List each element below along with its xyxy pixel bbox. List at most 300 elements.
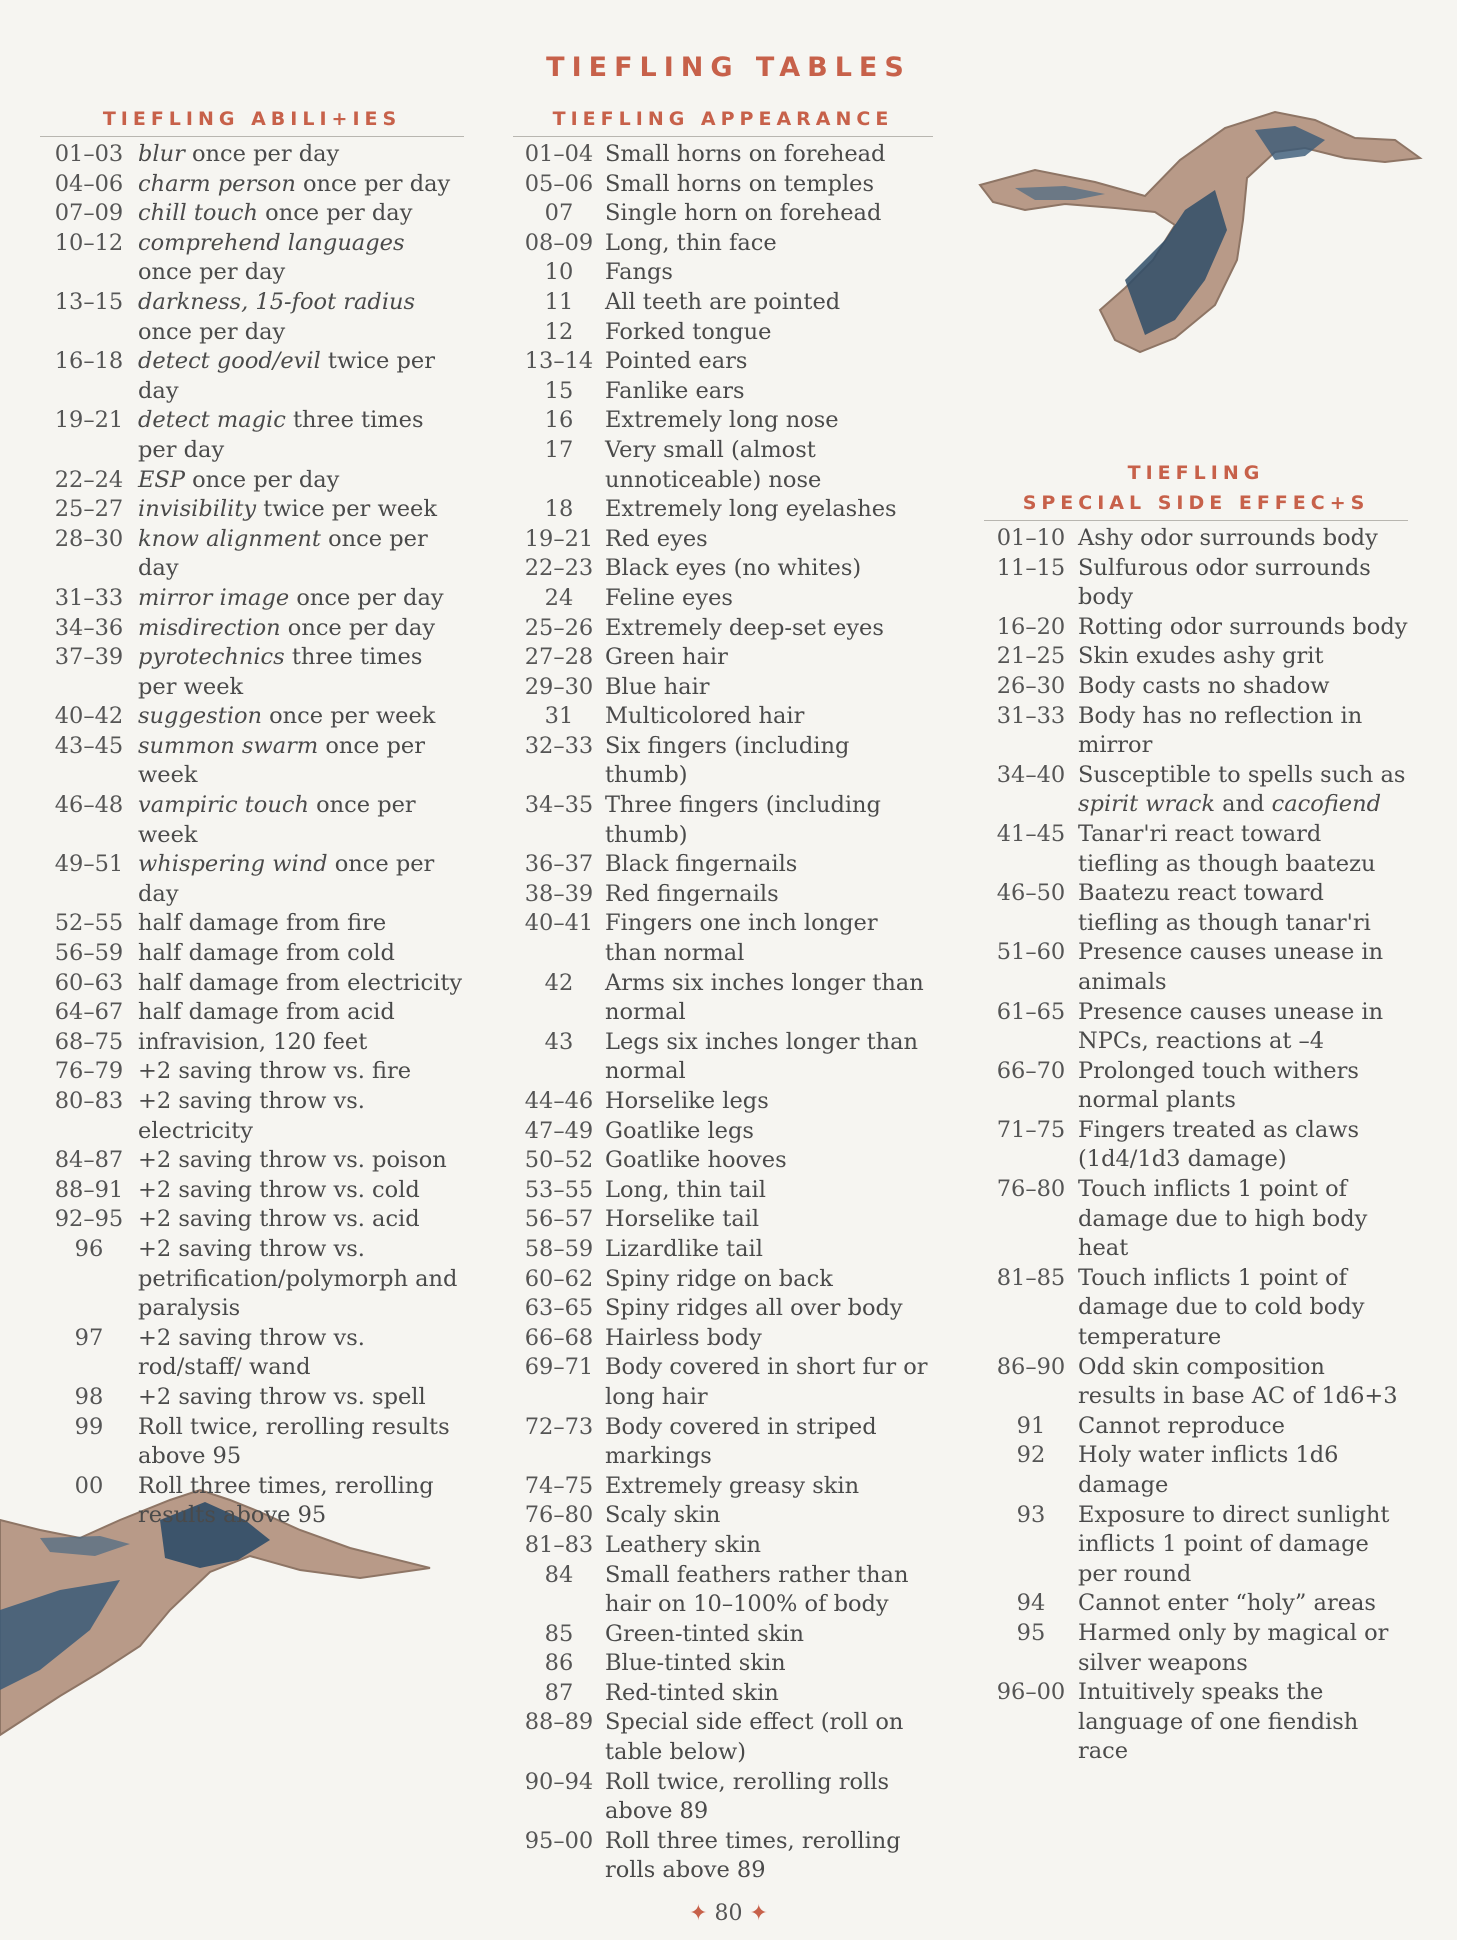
table-row: [984, 1175, 1408, 1264]
row-text: Long, thin tail: [605, 1176, 766, 1203]
row-text: [138, 732, 464, 791]
text-part: once per day: [138, 259, 286, 286]
text-part: once per day: [138, 851, 435, 907]
appearance-heading: TIEFLING APPEARANCE: [513, 104, 933, 137]
roll-range: 69–71: [524, 1354, 594, 1381]
row-text: Red-tinted skin: [605, 1679, 779, 1706]
roll-range: 08–09: [524, 229, 594, 256]
row-text: Multicolored hair: [605, 703, 805, 730]
roll-range: 25–27: [54, 496, 124, 523]
row-text: [1078, 1501, 1408, 1590]
roll-range: 94: [1016, 1590, 1046, 1617]
text-part: half damage from acid: [138, 999, 395, 1026]
row-text: [138, 1205, 464, 1235]
table-row: [40, 1235, 464, 1324]
roll-range: 92: [1016, 1442, 1046, 1469]
table-row: [40, 1472, 464, 1531]
table-row: [513, 1146, 933, 1176]
map-fragment-top-right: [975, 100, 1425, 360]
text-part: Body casts no shadow: [1078, 672, 1330, 699]
roll-range: 19–21: [524, 525, 594, 552]
text-part: +2 saving throw vs. fire: [138, 1058, 412, 1085]
text-part: once per day: [138, 318, 286, 345]
text-part: three times per week: [138, 644, 423, 700]
row-text: [1078, 1057, 1408, 1116]
row-text: [1078, 1264, 1408, 1353]
text-part: +2 saving throw vs. spell: [138, 1383, 426, 1410]
table-row: [513, 1235, 933, 1265]
row-text: [138, 614, 464, 644]
roll-range: 51–60: [996, 939, 1066, 966]
table-row: [513, 1294, 933, 1324]
table-row: [40, 1413, 464, 1472]
table-row: [40, 1087, 464, 1146]
row-text: [1078, 702, 1408, 761]
roll-range: 96: [74, 1235, 104, 1262]
roll-range: 01–03: [54, 141, 124, 167]
roll-range: 22–23: [524, 555, 594, 582]
table-row: [513, 673, 933, 703]
roll-range: 76–80: [996, 1176, 1066, 1203]
roll-range: 18: [544, 496, 574, 523]
roll-range: 16–20: [996, 613, 1066, 640]
spell-name: ESP: [138, 466, 185, 493]
text-part: twice per day: [138, 348, 435, 404]
text-part: Roll three times, rerolling results above 95: [138, 1472, 434, 1529]
text-part: half damage from cold: [138, 940, 395, 967]
table-row: [984, 1264, 1408, 1353]
spell-name: comprehend languages: [138, 229, 405, 256]
side-effects-table: [984, 458, 1408, 1767]
row-text: Hairless body: [605, 1324, 762, 1351]
table-row: [984, 938, 1408, 997]
table-row: [513, 702, 933, 732]
roll-range: 24: [544, 584, 574, 611]
row-text: [1078, 998, 1408, 1057]
table-row: [40, 170, 464, 200]
roll-range: 43: [544, 1028, 574, 1055]
row-text: Arms six inches longer than normal: [605, 969, 924, 1026]
roll-range: 93: [1016, 1501, 1046, 1528]
roll-range: 88–91: [54, 1176, 124, 1203]
roll-range: 13–14: [524, 348, 594, 375]
spell-name: detect good/evil: [138, 348, 321, 375]
row-text: [138, 406, 464, 465]
roll-range: 40–41: [524, 910, 594, 937]
text-part: half damage from electricity: [138, 969, 463, 996]
row-text: Blue hair: [605, 673, 710, 700]
table-row: [513, 1768, 933, 1827]
table-row: [40, 643, 464, 702]
row-text: [1078, 820, 1408, 879]
row-text: Pointed ears: [605, 348, 748, 375]
table-row: [40, 998, 464, 1028]
text-part: Prolonged touch withers normal plants: [1078, 1057, 1359, 1114]
roll-range: 41–45: [996, 820, 1066, 847]
table-row: [513, 170, 933, 200]
roll-range: 28–30: [54, 525, 124, 552]
page-title: TIEFLING TABLES: [546, 52, 911, 83]
table-row: [513, 495, 933, 525]
table-row: [513, 1708, 933, 1767]
roll-range: 34–35: [524, 792, 594, 819]
row-text: [138, 702, 464, 732]
table-row: [513, 1472, 933, 1502]
row-text: Feline eyes: [605, 584, 733, 611]
roll-range: 19–21: [54, 407, 124, 434]
table-row: [40, 850, 464, 909]
roll-range: 49–51: [54, 851, 124, 878]
row-text: Roll three times, rerolling rolls above 89: [605, 1827, 901, 1884]
table-row: [513, 525, 933, 555]
table-row: [40, 1205, 464, 1235]
table-row: [513, 1501, 933, 1531]
table-row: [40, 614, 464, 644]
roll-range: 44–46: [524, 1088, 594, 1114]
row-text: Spiny ridges all over body: [605, 1295, 903, 1322]
spell-name: spirit wrack: [1078, 791, 1215, 818]
table-row: [40, 1057, 464, 1087]
row-text: Green hair: [605, 644, 728, 671]
table-row: [513, 1087, 933, 1117]
table-row: [513, 1265, 933, 1295]
roll-range: 10–12: [54, 229, 124, 256]
roll-range: 52–55: [54, 910, 124, 937]
roll-range: 22–24: [54, 466, 124, 493]
text-part: once per day: [184, 466, 340, 493]
roll-range: 40–42: [54, 703, 124, 730]
row-text: [138, 466, 464, 496]
row-text: Extremely long eyelashes: [605, 496, 897, 523]
roll-range: 12: [544, 318, 574, 345]
table-row: [40, 495, 464, 525]
roll-range: 16–18: [54, 348, 124, 375]
table-row: [40, 909, 464, 939]
row-text: [1078, 1678, 1408, 1767]
row-text: Horselike tail: [605, 1206, 760, 1233]
table-row: [40, 140, 464, 170]
roll-range: 85: [544, 1620, 574, 1647]
table-row: [984, 554, 1408, 613]
table-row: [40, 288, 464, 347]
roll-range: 86: [544, 1650, 574, 1677]
spell-name: pyrotechnics: [138, 644, 285, 671]
roll-range: 71–75: [996, 1116, 1066, 1143]
table-row: [984, 1057, 1408, 1116]
row-text: Fangs: [605, 259, 673, 286]
ornament-left-icon: ✦: [689, 1901, 708, 1926]
roll-range: 34–36: [54, 614, 124, 641]
text-part: once per day: [295, 170, 451, 197]
row-text: [1078, 1116, 1408, 1175]
text-part: once per week: [138, 792, 416, 848]
row-text: Scaly skin: [605, 1502, 721, 1529]
roll-range: 56–57: [524, 1206, 594, 1233]
table-row: [40, 969, 464, 999]
roll-range: 36–37: [524, 851, 594, 878]
roll-range: 46–48: [54, 792, 124, 819]
roll-range: 87: [544, 1679, 574, 1706]
text-part: Tanar'ri react toward tiefling as though baatezu: [1078, 820, 1376, 877]
row-text: [138, 1413, 464, 1472]
row-text: [138, 584, 464, 614]
row-text: [138, 1472, 464, 1531]
roll-range: 74–75: [524, 1472, 594, 1499]
row-text: Small horns on forehead: [605, 141, 886, 167]
row-text: [138, 1087, 464, 1146]
row-text: All teeth are pointed: [605, 288, 841, 315]
text-part: once per day: [289, 584, 444, 611]
row-text: [1078, 642, 1408, 672]
row-text: [1078, 1441, 1408, 1500]
roll-range: 25–26: [524, 614, 594, 641]
table-row: [513, 909, 933, 968]
text-part: Touch inflicts 1 point of damage due to high body heat: [1078, 1176, 1368, 1262]
roll-range: 27–28: [524, 644, 594, 671]
roll-range: 61–65: [996, 998, 1066, 1025]
roll-range: 72–73: [524, 1413, 594, 1440]
table-row: [40, 1383, 464, 1413]
table-row: [40, 702, 464, 732]
row-text: Extremely deep-set eyes: [605, 614, 884, 641]
table-row: [513, 880, 933, 910]
page-number: [0, 1901, 1457, 1926]
text-part: Fingers treated as claws (1d4/1d3 damage): [1078, 1116, 1360, 1173]
roll-range: 95–00: [524, 1827, 594, 1854]
table-row: [513, 1413, 933, 1472]
text-part: once per day: [184, 141, 340, 167]
roll-range: 11–15: [996, 554, 1066, 581]
table-row: [513, 969, 933, 1028]
row-text: [138, 229, 464, 288]
row-text: [138, 199, 464, 229]
row-text: [138, 1324, 464, 1383]
roll-range: 29–30: [524, 673, 594, 700]
row-text: [138, 643, 464, 702]
table-row: [40, 584, 464, 614]
row-text: Blue-tinted skin: [605, 1650, 786, 1677]
row-text: [1078, 524, 1408, 554]
table-row: [40, 791, 464, 850]
table-row: [40, 466, 464, 496]
roll-range: 17: [544, 436, 574, 463]
row-text: Spiny ridge on back: [605, 1265, 833, 1292]
row-text: Leathery skin: [605, 1531, 762, 1558]
table-row: [984, 1619, 1408, 1678]
row-text: [138, 1176, 464, 1206]
roll-range: 37–39: [54, 644, 124, 671]
spell-name: whispering wind: [138, 851, 328, 878]
abilities-heading: TIEFLING ABILI+IES: [40, 104, 464, 137]
row-text: [1078, 613, 1408, 643]
text-part: once per day: [258, 200, 413, 227]
row-text: [1078, 1589, 1408, 1619]
roll-range: 01–04: [524, 141, 594, 167]
roll-range: 60–63: [54, 969, 124, 996]
row-text: Green-tinted skin: [605, 1620, 804, 1647]
row-text: [138, 909, 464, 939]
table-row: [513, 1649, 933, 1679]
spell-name: cacofiend: [1271, 791, 1381, 818]
text-part: twice per week: [256, 496, 437, 523]
roll-range: 26–30: [996, 672, 1066, 699]
table-row: [984, 1412, 1408, 1442]
row-text: Black fingernails: [605, 851, 798, 878]
row-text: [138, 998, 464, 1028]
roll-range: 10: [544, 259, 574, 286]
spell-name: charm person: [138, 170, 296, 197]
text-part: once per day: [280, 614, 436, 641]
roll-range: 42: [544, 969, 574, 996]
table-row: [513, 1353, 933, 1412]
text-part: and: [1214, 791, 1272, 818]
spell-name: mirror image: [138, 584, 290, 611]
row-text: Goatlike legs: [605, 1117, 754, 1144]
row-text: [1078, 761, 1408, 820]
table-row: [513, 554, 933, 584]
roll-range: 81–85: [996, 1264, 1066, 1291]
row-text: [1078, 1619, 1408, 1678]
table-row: [513, 1620, 933, 1650]
row-text: Small horns on temples: [605, 170, 875, 197]
table-row: [513, 850, 933, 880]
text-part: Harmed only by magical or silver weapons: [1078, 1619, 1389, 1676]
table-row: [984, 672, 1408, 702]
table-row: [513, 436, 933, 495]
text-part: Intuitively speaks the language of one fiendish race: [1078, 1679, 1359, 1765]
appearance-table: [513, 104, 933, 1886]
roll-range: 15: [544, 377, 574, 404]
roll-range: 16: [544, 407, 574, 434]
text-part: +2 saving throw vs. petrification/polymorph and paralysis: [138, 1235, 458, 1322]
text-part: Presence causes unease in NPCs, reactions at –4: [1078, 998, 1384, 1055]
table-row: [513, 1827, 933, 1886]
text-part: Body has no reflection in mirror: [1078, 702, 1363, 759]
roll-range: 47–49: [524, 1117, 594, 1144]
row-text: Three fingers (including thumb): [605, 792, 881, 848]
roll-range: 96–00: [996, 1679, 1066, 1706]
table-row: [513, 1117, 933, 1147]
roll-range: 13–15: [54, 288, 124, 315]
table-row: [40, 1324, 464, 1383]
table-row: [513, 614, 933, 644]
table-row: [513, 1176, 933, 1206]
table-row: [513, 643, 933, 673]
row-text: [138, 140, 464, 170]
roll-range: 76–80: [524, 1502, 594, 1529]
spell-name: detect magic: [138, 407, 286, 434]
row-text: Legs six inches longer than normal: [605, 1028, 919, 1085]
table-row: [984, 524, 1408, 554]
table-row: [513, 732, 933, 791]
table-row: [513, 229, 933, 259]
row-text: Goatlike hooves: [605, 1147, 787, 1174]
roll-range: 64–67: [54, 999, 124, 1026]
table-row: [513, 347, 933, 377]
row-text: [138, 1028, 464, 1058]
text-part: once per week: [261, 703, 436, 730]
spell-name: misdirection: [138, 614, 281, 641]
table-row: [513, 1324, 933, 1354]
text-part: infravision, 120 feet: [138, 1028, 368, 1055]
text-part: once per week: [138, 732, 425, 789]
roll-range: 66–68: [524, 1324, 594, 1351]
table-row: [513, 1561, 933, 1620]
row-text: Fanlike ears: [605, 377, 745, 404]
roll-range: 50–52: [524, 1147, 594, 1174]
table-row: [984, 1501, 1408, 1590]
row-text: [138, 1146, 464, 1176]
row-text: Body covered in striped markings: [605, 1413, 877, 1470]
table-row: [513, 288, 933, 318]
roll-range: 76–79: [54, 1058, 124, 1085]
roll-range: 38–39: [524, 880, 594, 907]
row-text: Lizardlike tail: [605, 1235, 763, 1262]
table-row: [40, 1146, 464, 1176]
abilities-table: [40, 104, 464, 1531]
roll-range: 21–25: [996, 643, 1066, 670]
row-text: Forked tongue: [605, 318, 772, 345]
row-text: [1078, 1175, 1408, 1264]
table-row: [984, 761, 1408, 820]
spell-name: summon swarm: [138, 732, 319, 759]
text-part: Skin exudes ashy grit: [1078, 643, 1324, 670]
row-text: [1078, 1353, 1408, 1412]
roll-range: 97: [74, 1324, 104, 1351]
table-row: [984, 879, 1408, 938]
row-text: Long, thin face: [605, 229, 777, 256]
row-text: [1078, 938, 1408, 997]
row-text: Red eyes: [605, 525, 708, 552]
row-text: Black eyes (no whites): [605, 555, 862, 582]
row-text: [138, 791, 464, 850]
roll-range: 43–45: [54, 732, 124, 759]
text-part: Odd skin composition results in base AC of 1d6+3: [1078, 1353, 1398, 1410]
roll-range: 05–06: [524, 170, 594, 197]
row-text: Body covered in short fur or long hair: [605, 1354, 928, 1410]
text-part: Sulfurous odor surrounds body: [1078, 554, 1371, 611]
text-part: Roll twice, rerolling results above 95: [138, 1413, 450, 1470]
text-part: Susceptible to spells such as: [1078, 761, 1406, 788]
row-text: [138, 1235, 464, 1324]
roll-range: 99: [74, 1413, 104, 1440]
roll-range: 31–33: [54, 584, 124, 611]
table-row: [40, 229, 464, 288]
text-part: +2 saving throw vs. cold: [138, 1176, 420, 1203]
roll-range: 34–40: [996, 761, 1066, 788]
text-part: +2 saving throw vs. poison: [138, 1147, 447, 1174]
roll-range: 63–65: [524, 1295, 594, 1322]
text-part: Baatezu react toward tiefling as though tanar'ri: [1078, 880, 1371, 936]
roll-range: 00: [74, 1472, 104, 1499]
row-text: [138, 1383, 464, 1413]
table-row: [513, 406, 933, 436]
spell-name: chill touch: [138, 200, 259, 227]
spell-name: darkness, 15-foot radius: [138, 288, 416, 315]
row-text: [138, 495, 464, 525]
text-part: three times per day: [138, 407, 424, 463]
row-text: Extremely long nose: [605, 407, 839, 434]
ornament-right-icon: ✦: [749, 1901, 768, 1926]
text-part: +2 saving throw vs. acid: [138, 1206, 420, 1233]
row-text: Special side effect (roll on table below): [605, 1709, 904, 1766]
table-row: [984, 1441, 1408, 1500]
text-part: +2 saving throw vs. electricity: [138, 1088, 365, 1144]
roll-range: 80–83: [54, 1088, 124, 1114]
table-row: [40, 732, 464, 791]
row-text: Very small (almost unnoticeable) nose: [605, 436, 822, 493]
row-text: [1078, 1412, 1408, 1442]
